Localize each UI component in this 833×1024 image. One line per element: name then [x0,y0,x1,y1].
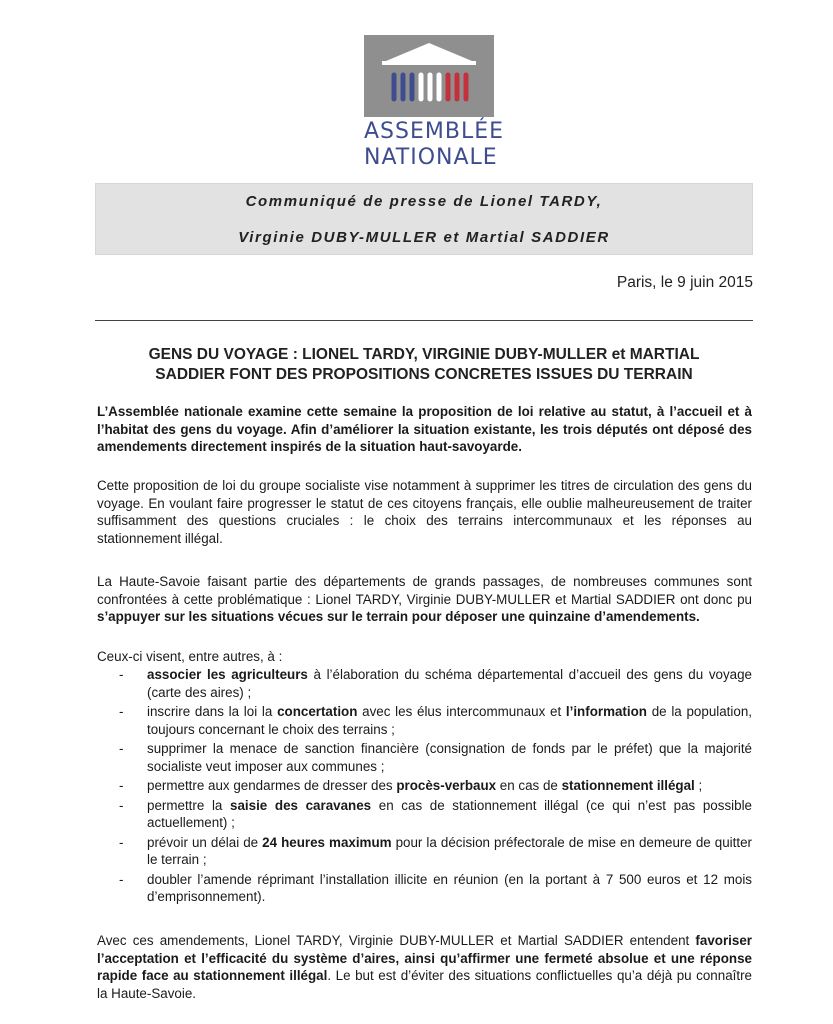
headline-line2: SADDIER FONT DES PROPOSITIONS CONCRETES ISSUES DU TERRAIN [155,366,693,383]
list-item: - associer les agriculteurs à l’élaboration du schéma départemental d’accueil des gens du voyage (carte des aires) ; [119,667,752,700]
list-item: - doubler l’amende réprimant l’installation illicite en réunion (en la portant à 7 500 euros et 12 mois d’emprisonnement). [119,871,752,904]
list-item: - permettre aux gendarmes de dresser des procès-verbaux en cas de stationnement illégal ; [119,778,703,793]
closing-paragraph: Avec ces amendements, Lionel TARDY, Virginie DUBY-MULLER et Martial SADDIER entendent favoriser l’acceptation et l’efficacité du système d’aires, ainsi qu’affirmer une fermeté absolue et une réponse rapide face au stationnement illégal. Le but est d’éviter des situations conflictuelles qu’a déjà pu connaître la Haute-Savoie. [97,933,752,1001]
measures-list [97,666,752,908]
logo-name-line2: NATIONALE [364,145,498,170]
logo-emblem [364,35,494,117]
divider [95,320,753,321]
dateline: Paris, le 9 juin 2015 [616,274,753,291]
list-item: - prévoir un délai de 24 heures maximum pour la décision préfectorale de mise en demeure de quitter le terrain ; [119,834,752,867]
list-item: - supprimer la menace de sanction financière (consignation de fonds par le préfet) que la majorité socialiste veut imposer aux communes ; [119,741,752,774]
banner-line1: Communiqué de presse de Lionel TARDY, [245,193,603,210]
paragraph-2-bold: s’appuyer sur les situations vécues sur le terrain pour déposer une quinzaine d’amendements. [97,609,700,624]
paragraph-1: Cette proposition de loi du groupe socialiste vise notamment à supprimer les titres de circulation des gens du voyage. En voulant faire progresser le statut de ces citoyens français, elle oublie malheureusement de traiter suffisamment des questions cruciales : le choix des terrains intercommunaux et les réponses au stationnement illégal. [97,478,752,546]
list-item: - permettre la saisie des caravanes en cas de stationnement illégal (ce qui n’est pas possible actuellement) ; [119,797,752,830]
banner-line2: Virginie DUBY-MULLER et Martial SADDIER [238,229,610,246]
press-release-banner [95,183,753,255]
assemblee-nationale-logo [364,35,505,170]
intro-paragraph: L’Assemblée nationale examine cette semaine la proposition de loi relative au statut, à l’accueil et à l’habitat des gens du voyage. Afin d’améliorer la situation existante, les trois députés ont déposé des amendements directement inspirés de la situation haut-savoyarde. [97,404,752,454]
list-item: - inscrire dans la loi la concertation avec les élus intercommunaux et l’information de la population, toujours concernant le choix des terrains ; [119,704,752,737]
headline-line1: GENS DU VOYAGE : LIONEL TARDY, VIRGINIE DUBY-MULLER et MARTIAL [148,346,700,363]
headline [95,345,753,385]
list-intro: Ceux-ci visent, entre autres, à : [97,649,283,664]
paragraph-2 [97,573,752,626]
logo-name-line1: ASSEMBLÉE [364,119,505,144]
paragraph-2-text: La Haute-Savoie faisant partie des départements de grands passages, de nombreuses communes sont confrontées à cette problématique : Lionel TARDY, Virginie DUBY-MULLER et Martial SADDIER ont donc pu [97,574,752,607]
